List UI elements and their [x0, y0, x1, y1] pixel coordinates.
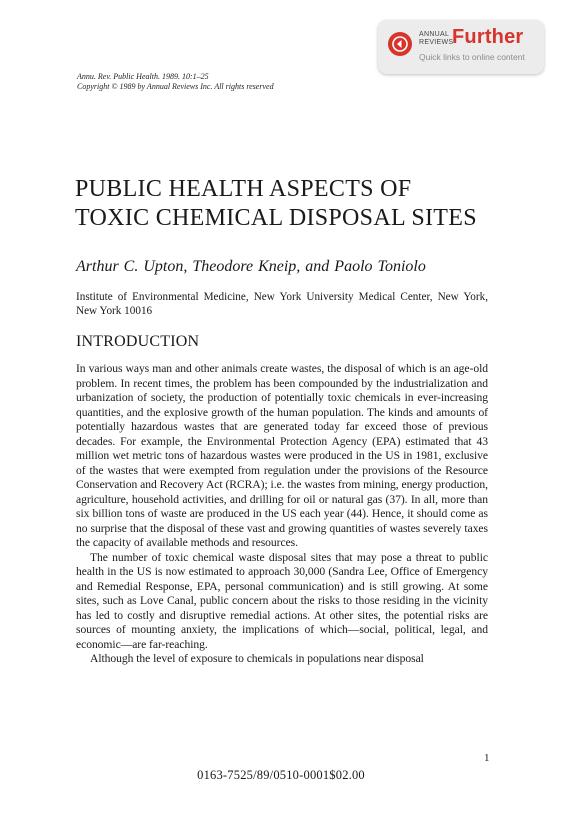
banner-tagline: Quick links to online content	[419, 52, 525, 62]
paragraph-2: The number of toxic chemical waste disposal sites that may pose a threat to public health in the US is now estimated to approach 30,000 (Sandra Lee, Office of Emergency and Remedial Response, EPA, personal communication) and is still growing. At some sites, such as Love Canal, public concern about the risks to those residing in the vicinity has led to costly and disruptive remedial actions. At other sites, the potential risks are sources of mounting anxiety, the implications of which—social, political, legal, and economic—are far-reaching.	[76, 550, 488, 651]
copyright-line: Copyright © 1989 by Annual Reviews Inc. All rights reserved	[77, 82, 274, 91]
reviews-label: REVIEWS	[419, 39, 454, 46]
paragraph-3: Although the level of exposure to chemicals in populations near disposal	[90, 652, 424, 665]
section-heading: INTRODUCTION	[76, 333, 200, 350]
author-list: Arthur C. Upton, Theodore Kneip, and Paolo Toniolo	[76, 258, 426, 275]
paragraph-1: In various ways man and other animals create wastes, the disposal of which is an age-old problem. In recent times, the problem has been compounded by the industrialization and urbanization of society, the production of potentially toxic chemicals in ever-increasing quantities, and the explosive growth of the human population. The kinds and amounts of potentially hazardous wastes that are generated today far exceed those of previous decades. For example, the Environmental Protection Agency (EPA) estimated that 43 million wet metric tons of hazardous wastes were produced in the US in 1981, exclusive of the wastes that were exempted from regulation under the provisions of the Resource Conservation and Recovery Act (RCRA); i.e. the wastes from mining, energy production, agriculture, household activities, and drilling for oil or natural gas (37). In all, more than six billion tons of waste are produced in the US each year (44). Hence, it should come as no surprise that the disposal of these vast and growing quantities of wastes severely taxes the capacity of available methods and resources.	[76, 362, 488, 549]
title-line-1: PUBLIC HEALTH ASPECTS OF	[75, 176, 412, 202]
play-arrow-icon	[388, 32, 412, 56]
title-line-2: TOXIC CHEMICAL DISPOSAL SITES	[75, 205, 477, 231]
annual-reviews-logo-text	[419, 31, 453, 47]
page-number: 1	[484, 752, 490, 764]
further-label: Further	[452, 26, 524, 48]
article-code: 0163-7525/89/0510-0001$02.00	[197, 768, 365, 782]
annual-label: ANNUAL	[419, 31, 450, 38]
section-body	[76, 362, 488, 667]
author-affiliation: Institute of Environmental Medicine, New York University Medical Center, New York, New York 10016	[76, 291, 488, 317]
journal-citation: Annu. Rev. Public Health. 1989. 10:1–25	[77, 72, 209, 81]
annual-reviews-further-banner[interactable]	[378, 20, 544, 74]
article-title	[75, 175, 477, 233]
journal-header	[77, 72, 274, 92]
